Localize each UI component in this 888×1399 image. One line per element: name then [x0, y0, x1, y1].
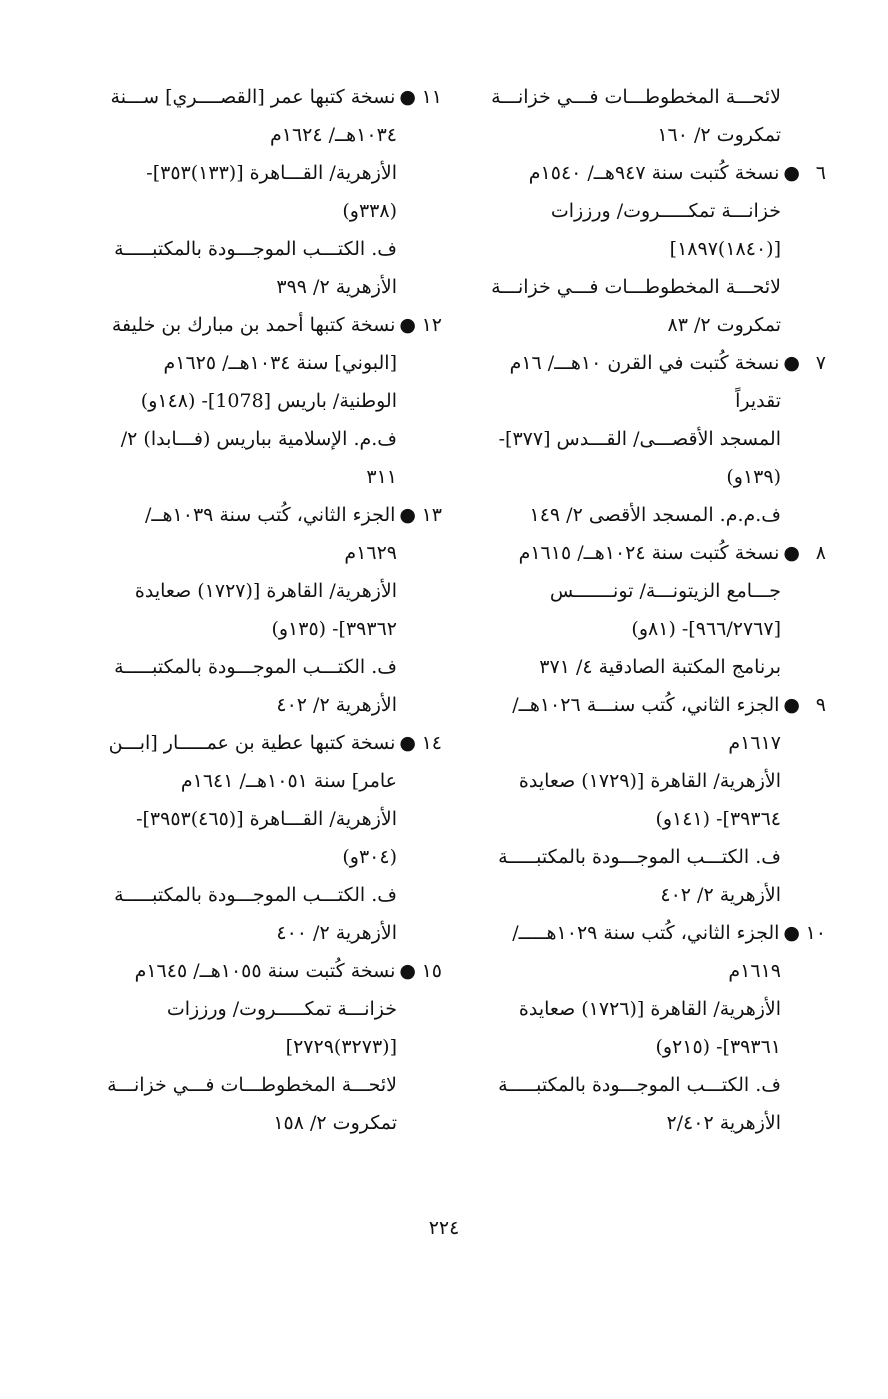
- line-text: نسخة كتبها عطية بن عمـــــار [ابـــن: [108, 732, 396, 754]
- bullet-icon: ●: [783, 922, 800, 944]
- line-text: الجزء الثاني، كُتب سنة ١٠٢٩هـــــ/: [512, 922, 780, 944]
- entry-heading-line: [436, 344, 826, 382]
- line-text: نسخة كُتبت سنة ٩٤٧هــ/ ١٥٤٠م: [528, 162, 780, 184]
- right-column: [436, 78, 826, 1142]
- entry-number: ٩: [815, 694, 826, 716]
- entry-heading-line: [436, 154, 826, 192]
- line-text: (١٣٩و): [726, 466, 781, 488]
- line-text: الأزهرية/ القاهرة [(١٧٢٦) صعايدة: [518, 998, 781, 1020]
- entry-text-line: [436, 572, 781, 610]
- line-text: ف. الكتـــب الموجـــودة بالمكتبـــــة: [114, 238, 397, 260]
- entry-text-line: [52, 610, 397, 648]
- line-text: [(١٨٤٠)١٨٩٧]: [669, 238, 781, 260]
- entry-text-line: [52, 230, 397, 268]
- line-text: الأزهرية/ القـــاهرة [(١٣٣)٣٥٣]-: [146, 162, 397, 184]
- entry-text-line: [52, 838, 397, 876]
- line-text: [(٣٢٧٣)٢٧٢٩]: [285, 1036, 397, 1058]
- line-text: ف. الكتـــب الموجـــودة بالمكتبـــــة: [114, 656, 397, 678]
- line-text: لائحـــة المخطوطـــات فـــي خزانـــة: [107, 1074, 397, 1096]
- line-text: الأزهرية/ القاهرة [(١٧٢٩) صعايدة: [518, 770, 781, 792]
- entry-text-line: [436, 610, 781, 648]
- line-text: تقديراً: [735, 390, 781, 412]
- entry-text-line: [436, 230, 781, 268]
- entry-text-line: [52, 914, 397, 952]
- line-text: الجزء الثاني، كُتب سنـــة ١٠٢٦هــ/: [512, 694, 780, 716]
- line-text: ١٦٢٩م: [344, 542, 397, 564]
- entry-number: ١٥: [421, 960, 442, 982]
- entry-text-line: [52, 1104, 397, 1142]
- bullet-icon: ●: [399, 314, 416, 336]
- entry-heading-line: [436, 914, 826, 952]
- line-text: الأزهرية/ القـــاهرة [(٤٦٥)٣٩٥٣]-: [136, 808, 397, 830]
- line-text: ٣٩٣٦١]- (٢١٥و): [655, 1036, 781, 1058]
- line-text: خزانـــة تمكـــــروت/ ورززات: [550, 200, 781, 222]
- line-text: ف. الكتـــب الموجـــودة بالمكتبـــــة: [498, 846, 781, 868]
- line-text: لائحـــة المخطوطـــات فـــي خزانـــة: [491, 276, 781, 298]
- line-text: نسخة كُتبت سنة ١٠٥٥هــ/ ١٦٤٥م: [134, 960, 396, 982]
- bullet-icon: ●: [399, 504, 416, 526]
- line-text: ١٠٣٤هــ/ ١٦٢٤م: [269, 124, 397, 146]
- bullet-icon: ●: [783, 542, 800, 564]
- entry-text-line: [52, 344, 397, 382]
- line-text: عامر] سنة ١٠٥١هــ/ ١٦٤١م: [180, 770, 397, 792]
- entry-text-line: [52, 458, 397, 496]
- line-text: [٩٦٦/٢٧٦٧]- (٨١و): [631, 618, 781, 640]
- line-text: الأزهرية ٢/ ٤٠٠: [276, 922, 397, 944]
- entry-text-line: [52, 192, 397, 230]
- line-text: ٣٩٣٦٤]- (١٤١و): [655, 808, 781, 830]
- entry-text-line: [52, 1028, 397, 1066]
- entry-text-line: [436, 648, 781, 686]
- entry-number: ٦: [815, 162, 826, 184]
- entry-text-line: [436, 192, 781, 230]
- line-text: ٣٩٣٦٢]- (١٣٥و): [271, 618, 397, 640]
- line-text: لائحـــة المخطوطـــات فـــي خزانـــة: [491, 86, 781, 108]
- entry-text-line: [52, 154, 397, 192]
- entry-text-line: [436, 762, 781, 800]
- entry-text-line: [436, 1066, 781, 1104]
- entry-text-line: [436, 382, 781, 420]
- entry-number: ٨: [815, 542, 826, 564]
- line-text: جـــامع الزيتونـــة/ تونـــــــس: [549, 580, 781, 602]
- entry-text-line: [436, 990, 781, 1028]
- entry-heading-line: [52, 724, 442, 762]
- entry-text-line: [436, 838, 781, 876]
- line-text: (٣٠٤و): [342, 846, 397, 868]
- entry-number: ١٣: [421, 504, 442, 526]
- line-text: الوطنية/ باريس [1078]- (١٤٨و): [140, 390, 397, 412]
- line-text: (٣٣٨و): [342, 200, 397, 222]
- entry-text-line: [52, 572, 397, 610]
- entry-number: ١٤: [421, 732, 442, 754]
- entry-text-line: [436, 78, 781, 116]
- entry-text-line: [436, 496, 781, 534]
- entry-text-line: [436, 1104, 781, 1142]
- line-text: ف. الكتـــب الموجـــودة بالمكتبـــــة: [114, 884, 397, 906]
- line-text: الأزهرية ٢/٤٠٢: [666, 1112, 781, 1134]
- entry-number: ١٠: [805, 922, 826, 944]
- entry-heading-line: [52, 952, 442, 990]
- entry-text-line: [52, 686, 397, 724]
- line-text: ف.م. الإسلامية بباريس (فـــابدا) ٢/: [120, 428, 397, 450]
- line-text: نسخة كتبها أحمد بن مبارك بن خليفة: [111, 314, 396, 336]
- bullet-icon: ●: [783, 352, 800, 374]
- entry-text-line: [52, 762, 397, 800]
- line-text: ف.م.م. المسجد الأقصى ٢/ ١٤٩: [529, 504, 781, 526]
- line-text: الأزهرية ٢/ ٤٠٢: [660, 884, 781, 906]
- entry-text-line: [436, 116, 781, 154]
- entry-text-line: [52, 420, 397, 458]
- entry-text-line: [436, 458, 781, 496]
- entry-number: ١٢: [421, 314, 442, 336]
- entry-text-line: [52, 800, 397, 838]
- entry-text-line: [436, 876, 781, 914]
- bullet-icon: ●: [783, 162, 800, 184]
- line-text: تمكروت ٢/ ٨٣: [667, 314, 781, 336]
- entry-number: ٧: [815, 352, 826, 374]
- entry-text-line: [436, 1028, 781, 1066]
- line-text: ١٦١٧م: [728, 732, 781, 754]
- line-text: ف. الكتـــب الموجـــودة بالمكتبـــــة: [498, 1074, 781, 1096]
- entry-text-line: [52, 1066, 397, 1104]
- line-text: خزانـــة تمكـــــروت/ ورززات: [166, 998, 397, 1020]
- line-text: نسخة كُتبت سنة ١٠٢٤هــ/ ١٦١٥م: [518, 542, 780, 564]
- entry-text-line: [52, 382, 397, 420]
- entry-text-line: [436, 306, 781, 344]
- entry-text-line: [436, 800, 781, 838]
- entry-text-line: [436, 420, 781, 458]
- bullet-icon: ●: [399, 86, 416, 108]
- line-text: الجزء الثاني، كُتب سنة ١٠٣٩هــ/: [144, 504, 396, 526]
- bullet-icon: ●: [399, 732, 416, 754]
- entry-text-line: [52, 268, 397, 306]
- entry-heading-line: [52, 78, 442, 116]
- entry-text-line: [52, 116, 397, 154]
- bullet-icon: ●: [399, 960, 416, 982]
- entry-text-line: [436, 724, 781, 762]
- line-text: نسخة كتبها عمر [القصــــري] ســـنة: [110, 86, 396, 108]
- line-text: الأزهرية ٢/ ٤٠٢: [276, 694, 397, 716]
- line-text: الأزهرية/ القاهرة [(١٧٢٧) صعايدة: [134, 580, 397, 602]
- entry-heading-line: [436, 534, 826, 572]
- entry-text-line: [436, 952, 781, 990]
- entry-text-line: [436, 268, 781, 306]
- line-text: [البوني] سنة ١٠٣٤هــ/ ١٦٢٥م: [163, 352, 397, 374]
- entry-heading-line: [436, 686, 826, 724]
- bullet-icon: ●: [783, 694, 800, 716]
- line-text: تمكروت ٢/ ١٥٨: [273, 1112, 397, 1134]
- line-text: برنامج المكتبة الصادقية ٤/ ٣٧١: [539, 656, 781, 678]
- entry-heading-line: [52, 496, 442, 534]
- entry-text-line: [52, 990, 397, 1028]
- entry-text-line: [52, 876, 397, 914]
- page-number: ٢٢٤: [428, 1217, 460, 1239]
- entry-number: ١١: [421, 86, 442, 108]
- line-text: الأزهرية ٢/ ٣٩٩: [276, 276, 397, 298]
- line-text: ١٦١٩م: [728, 960, 781, 982]
- entry-text-line: [52, 648, 397, 686]
- left-column: [52, 78, 442, 1142]
- entry-heading-line: [52, 306, 442, 344]
- line-text: المسجد الأقصـــى/ القـــدس [٣٧٧]-: [498, 428, 781, 450]
- entry-text-line: [52, 534, 397, 572]
- line-text: تمكروت ٢/ ١٦٠: [657, 124, 781, 146]
- line-text: ٣١١: [366, 466, 397, 488]
- line-text: نسخة كُتبت في القرن ١٠هـــ/ ١٦م: [509, 352, 780, 374]
